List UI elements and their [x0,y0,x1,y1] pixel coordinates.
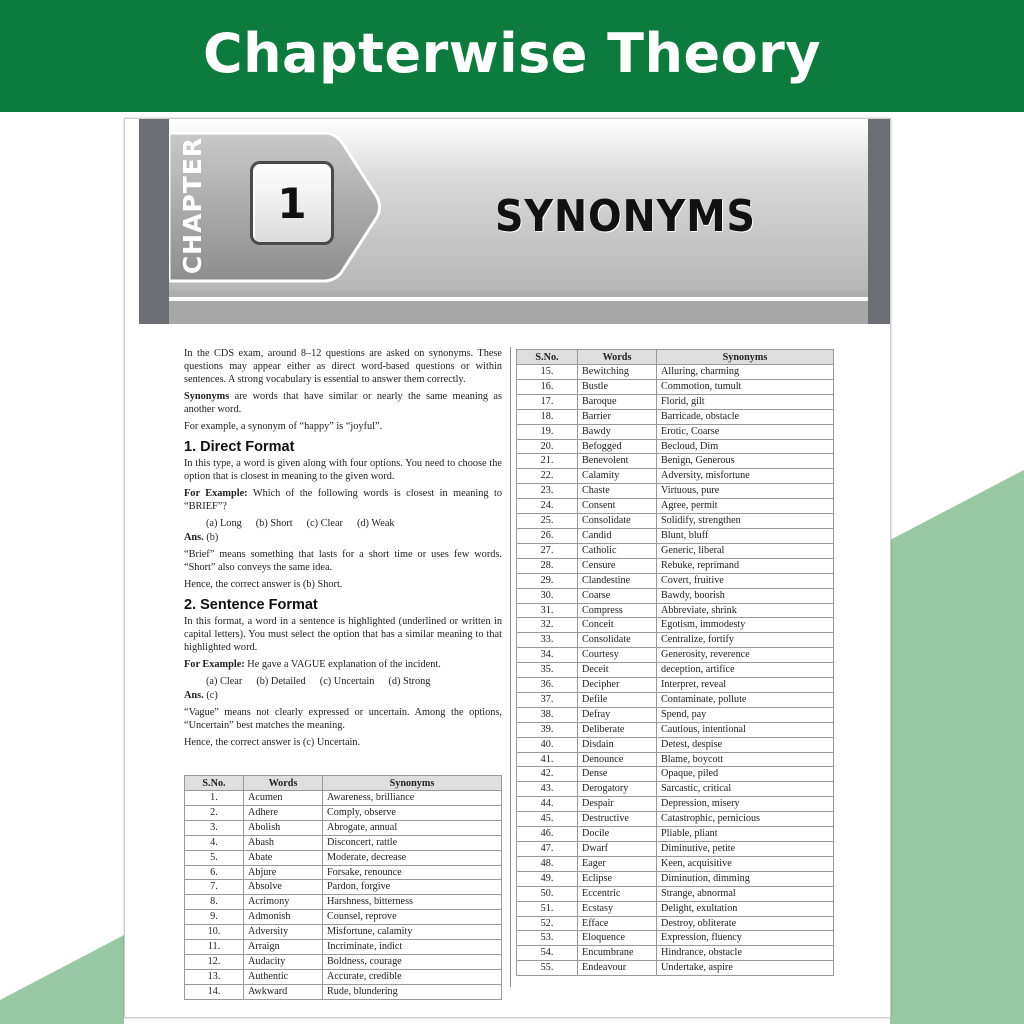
answer-label: Ans. [184,690,204,701]
table-row [517,827,834,842]
cell-word: Eager [578,856,657,871]
direct-format-conclusion: Hence, the correct answer is (b) Short. [184,579,343,590]
cell-sno: 54. [517,946,578,961]
cell-word: Disdain [578,737,657,752]
sentence-format-explanation: “Vague” means not clearly expressed or uncertain. Among the options, “Uncertain” best matches the meaning. [184,707,502,731]
table-row [185,850,502,865]
cell-synonyms: Boldness, courage [323,954,502,969]
cell-word: Acumen [244,791,323,806]
sentence-format-example [184,658,502,671]
table-row [185,835,502,850]
chapter-header-right-bar [868,119,890,324]
cell-word: Consolidate [578,633,657,648]
cell-word: Barrier [578,409,657,424]
header-sno: S.No. [517,350,578,365]
cell-sno: 7. [185,880,244,895]
table-row [185,820,502,835]
table-row [185,895,502,910]
cell-word: Coarse [578,588,657,603]
cell-synonyms: Awareness, brilliance [323,791,502,806]
table-row [517,856,834,871]
table-row [185,925,502,940]
cell-sno: 55. [517,961,578,976]
table-body [517,365,834,976]
cell-sno: 2. [185,805,244,820]
cell-word: Encumbrane [578,946,657,961]
cell-synonyms: Blame, boycott [657,752,834,767]
cell-synonyms: Strange, abnormal [657,886,834,901]
cell-word: Adhere [244,805,323,820]
header-synonyms: Synonyms [657,350,834,365]
table-row [517,618,834,633]
cell-synonyms: Virtuous, pure [657,484,834,499]
cell-word: Clandestine [578,573,657,588]
cell-sno: 23. [517,484,578,499]
table-row [517,573,834,588]
chapter-number-box [250,161,334,245]
cell-sno: 25. [517,514,578,529]
cell-sno: 37. [517,692,578,707]
cell-word: Efface [578,916,657,931]
table-row [517,499,834,514]
table-row [517,379,834,394]
cell-sno: 3. [185,820,244,835]
cell-sno: 32. [517,618,578,633]
cell-sno: 20. [517,439,578,454]
table-row [517,961,834,976]
cell-synonyms: Benign, Generous [657,454,834,469]
cell-word: Docile [578,827,657,842]
cell-synonyms: Undertake, aspire [657,961,834,976]
table-row [517,454,834,469]
cell-word: Derogatory [578,782,657,797]
cell-synonyms: Blunt, bluff [657,528,834,543]
cell-synonyms: Opaque, piled [657,767,834,782]
cell-synonyms: Delight, exultation [657,901,834,916]
cell-sno: 41. [517,752,578,767]
table-row [185,805,502,820]
cell-sno: 52. [517,916,578,931]
cell-sno: 14. [185,984,244,999]
cell-synonyms: Generosity, reverence [657,648,834,663]
example-label: For Example: [184,659,245,670]
cell-word: Benevolent [578,454,657,469]
cell-synonyms: Expression, fluency [657,931,834,946]
option-item: (b) Detailed [256,676,306,687]
table-row [517,648,834,663]
cell-word: Defile [578,692,657,707]
table-row [517,901,834,916]
cell-synonyms: Forsake, renounce [323,865,502,880]
direct-format-heading: 1. Direct Format [184,439,295,455]
cell-synonyms: Detest, despise [657,737,834,752]
cell-synonyms: Erotic, Coarse [657,424,834,439]
cell-synonyms: Catastrophic, pernicious [657,812,834,827]
table-row [517,946,834,961]
header-words: Words [578,350,657,365]
option-item: (c) Uncertain [319,676,375,687]
cell-synonyms: Agree, permit [657,499,834,514]
cell-synonyms: Becloud, Dim [657,439,834,454]
cell-synonyms: Contaminate, pollute [657,692,834,707]
cell-synonyms: Disconcert, rattle [323,835,502,850]
cell-sno: 1. [185,791,244,806]
cell-sno: 24. [517,499,578,514]
book-page [124,118,891,1018]
cell-word: Abolish [244,820,323,835]
table-row [517,484,834,499]
intro-paragraph: In the CDS exam, around 8–12 questions are asked on synonyms. These questions may appear either as direct word-based questions or within sentences. A strong vocabulary is essential to answer them correctly. [184,348,502,385]
chapter-number: 1 [277,178,307,228]
cell-word: Calamity [578,469,657,484]
cell-word: Admonish [244,910,323,925]
direct-format-description: In this type, a word is given along with four options. You need to choose the option that is closest in meaning to the given word. [184,458,502,482]
option-item: (d) Weak [356,518,395,529]
cell-sno: 29. [517,573,578,588]
cell-sno: 44. [517,797,578,812]
table-row [517,797,834,812]
header-synonyms: Synonyms [323,776,502,791]
cell-synonyms: Diminution, dimming [657,871,834,886]
example-paragraph: For example, a synonym of “happy” is “joyful”. [184,421,383,432]
cell-sno: 30. [517,588,578,603]
cell-sno: 10. [185,925,244,940]
cell-sno: 6. [185,865,244,880]
table-row [517,722,834,737]
chapter-header-left-bar [139,119,169,324]
cell-sno: 43. [517,782,578,797]
banner-title: Chapterwise Theory [202,22,822,85]
table-row [517,842,834,857]
table-row [517,528,834,543]
cell-word: Endeavour [578,961,657,976]
cell-synonyms: Moderate, decrease [323,850,502,865]
cell-sno: 18. [517,409,578,424]
cell-synonyms: Centralize, fortify [657,633,834,648]
definition-term: Synonyms [184,391,230,402]
cell-word: Absolve [244,880,323,895]
option-item: (b) Short [255,518,293,529]
chapter-header-stripe [169,301,868,324]
cell-sno: 36. [517,678,578,693]
cell-synonyms: Covert, fruitive [657,573,834,588]
cell-word: Bawdy [578,424,657,439]
definition-text: are words that have similar or nearly the same meaning as another word. [184,391,502,415]
cell-synonyms: Diminutive, petite [657,842,834,857]
table-row [517,692,834,707]
cell-sno: 26. [517,528,578,543]
cell-word: Dwarf [578,842,657,857]
cell-word: Conceit [578,618,657,633]
cell-word: Candid [578,528,657,543]
cell-sno: 48. [517,856,578,871]
table-row [517,469,834,484]
table-row [185,791,502,806]
example-text: Which of the following words is closest in meaning to “BRIEF”? [184,488,502,512]
table-row [517,871,834,886]
cell-synonyms: Interpret, reveal [657,678,834,693]
cell-sno: 53. [517,931,578,946]
option-item: (c) Clear [306,518,343,529]
table-row [517,394,834,409]
cell-synonyms: Misfortune, calamity [323,925,502,940]
answer-value: (c) [203,690,218,701]
cell-sno: 34. [517,648,578,663]
cell-synonyms: Incriminate, indict [323,940,502,955]
chapter-label [173,136,213,274]
cell-synonyms: Abbreviate, shrink [657,603,834,618]
cell-sno: 28. [517,558,578,573]
cell-word: Chaste [578,484,657,499]
cell-synonyms: Counsel, reprove [323,910,502,925]
table-row [517,514,834,529]
chapter-title: SYNONYMS [495,191,756,242]
cell-synonyms: Accurate, credible [323,969,502,984]
cell-synonyms: Generic, liberal [657,543,834,558]
table-header-row [517,350,834,365]
cell-synonyms: Depression, misery [657,797,834,812]
cell-word: Abjure [244,865,323,880]
table-row [517,588,834,603]
cell-word: Authentic [244,969,323,984]
sentence-format-options [184,675,502,688]
cell-synonyms: Abrogate, annual [323,820,502,835]
header-words: Words [244,776,323,791]
cell-word: Befogged [578,439,657,454]
cell-sno: 33. [517,633,578,648]
cell-sno: 13. [185,969,244,984]
cell-word: Bustle [578,379,657,394]
sentence-format-conclusion: Hence, the correct answer is (c) Uncertain. [184,737,361,748]
cell-word: Arraign [244,940,323,955]
cell-word: Awkward [244,984,323,999]
table-row [185,880,502,895]
cell-sno: 39. [517,722,578,737]
cell-word: Baroque [578,394,657,409]
table-row [185,984,502,999]
cell-word: Decipher [578,678,657,693]
table-row [185,969,502,984]
table-row [517,439,834,454]
table-row [517,633,834,648]
cell-word: Consolidate [578,514,657,529]
table-header-row [185,776,502,791]
table-row [517,812,834,827]
cell-sno: 42. [517,767,578,782]
table-row [517,603,834,618]
cell-synonyms: Destroy, obliterate [657,916,834,931]
table-row [517,663,834,678]
cell-sno: 15. [517,365,578,380]
sentence-format-heading: 2. Sentence Format [184,597,318,613]
cell-synonyms: Sarcastic, critical [657,782,834,797]
cell-word: Defray [578,707,657,722]
cell-sno: 16. [517,379,578,394]
cell-word: Bewitching [578,365,657,380]
option-item: (d) Strong [388,676,431,687]
cell-word: Destructive [578,812,657,827]
example-label: For Example: [184,488,248,499]
cell-word: Abate [244,850,323,865]
cell-sno: 27. [517,543,578,558]
table-row [517,707,834,722]
column-divider [510,347,511,987]
table-row [517,782,834,797]
cell-word: Eclipse [578,871,657,886]
top-banner [0,0,1024,112]
cell-sno: 19. [517,424,578,439]
table-row [185,940,502,955]
synonyms-table-right [516,349,834,976]
cell-sno: 5. [185,850,244,865]
direct-format-explanation: “Brief” means something that lasts for a short time or uses few words. “Short” also conveys the same idea. [184,549,502,573]
cell-synonyms: Rebuke, reprimand [657,558,834,573]
cell-synonyms: Harshness, bitterness [323,895,502,910]
cell-synonyms: Solidify, strengthen [657,514,834,529]
cell-word: Despair [578,797,657,812]
cell-sno: 47. [517,842,578,857]
cell-sno: 22. [517,469,578,484]
answer-value: (b) [203,532,219,543]
cell-word: Dense [578,767,657,782]
table-row [517,365,834,380]
cell-sno: 21. [517,454,578,469]
cell-word: Adversity [244,925,323,940]
table-row [517,543,834,558]
cell-synonyms: Adversity, misfortune [657,469,834,484]
cell-sno: 40. [517,737,578,752]
table-row [517,752,834,767]
cell-synonyms: Bawdy, boorish [657,588,834,603]
cell-sno: 11. [185,940,244,955]
cell-sno: 51. [517,901,578,916]
cell-synonyms: Commotion, tumult [657,379,834,394]
sentence-format-answer [184,689,502,702]
left-column [184,347,502,753]
cell-sno: 38. [517,707,578,722]
cell-word: Compress [578,603,657,618]
answer-label: Ans. [184,532,204,543]
cell-sno: 9. [185,910,244,925]
cell-synonyms: Rude, blundering [323,984,502,999]
header-sno: S.No. [185,776,244,791]
direct-format-example [184,487,502,513]
cell-synonyms: Alluring, charming [657,365,834,380]
cell-synonyms: Keen, acquisitive [657,856,834,871]
table-row [517,767,834,782]
cell-synonyms: Florid, gilt [657,394,834,409]
table-body [185,791,502,1000]
cell-sno: 45. [517,812,578,827]
table-row [517,916,834,931]
cell-word: Deliberate [578,722,657,737]
cell-word: Audacity [244,954,323,969]
cell-word: Denounce [578,752,657,767]
table-row [517,886,834,901]
cell-sno: 8. [185,895,244,910]
cell-word: Eccentric [578,886,657,901]
table-row [185,954,502,969]
table-row [517,678,834,693]
cell-synonyms: Cautious, intentional [657,722,834,737]
table-row [517,737,834,752]
option-item: (a) Long [206,518,242,529]
cell-synonyms: Barricade, obstacle [657,409,834,424]
direct-format-answer [184,531,502,544]
cell-sno: 46. [517,827,578,842]
cell-word: Acrimony [244,895,323,910]
cell-sno: 35. [517,663,578,678]
example-text: He gave a VAGUE explanation of the incident. [244,659,441,670]
chapter-label-text: CHAPTER [178,136,208,274]
cell-sno: 12. [185,954,244,969]
table-row [517,409,834,424]
cell-word: Censure [578,558,657,573]
cell-sno: 4. [185,835,244,850]
cell-sno: 31. [517,603,578,618]
cell-synonyms: Pardon, forgive [323,880,502,895]
cell-word: Ecstasy [578,901,657,916]
table-row [517,558,834,573]
cell-synonyms: Comply, observe [323,805,502,820]
cell-synonyms: Spend, pay [657,707,834,722]
cell-sno: 49. [517,871,578,886]
table-row [185,910,502,925]
cell-sno: 17. [517,394,578,409]
definition-paragraph [184,390,502,416]
cell-word: Eloquence [578,931,657,946]
table-row [517,931,834,946]
cell-synonyms: deception, artifice [657,663,834,678]
cell-word: Consent [578,499,657,514]
cell-word: Courtesy [578,648,657,663]
cell-word: Deceit [578,663,657,678]
table-row [517,424,834,439]
cell-word: Abash [244,835,323,850]
cell-sno: 50. [517,886,578,901]
table-row [185,865,502,880]
direct-format-options [184,517,502,530]
cell-synonyms: Egotism, immodesty [657,618,834,633]
sentence-format-description: In this format, a word in a sentence is highlighted (underlined or written in capital letters). You must select the option that has a similar meaning to that highlighted word. [184,616,502,653]
cell-synonyms: Pliable, pliant [657,827,834,842]
synonyms-table-left [184,775,502,1000]
cell-synonyms: Hindrance, obstacle [657,946,834,961]
cell-word: Catholic [578,543,657,558]
option-item: (a) Clear [206,676,243,687]
